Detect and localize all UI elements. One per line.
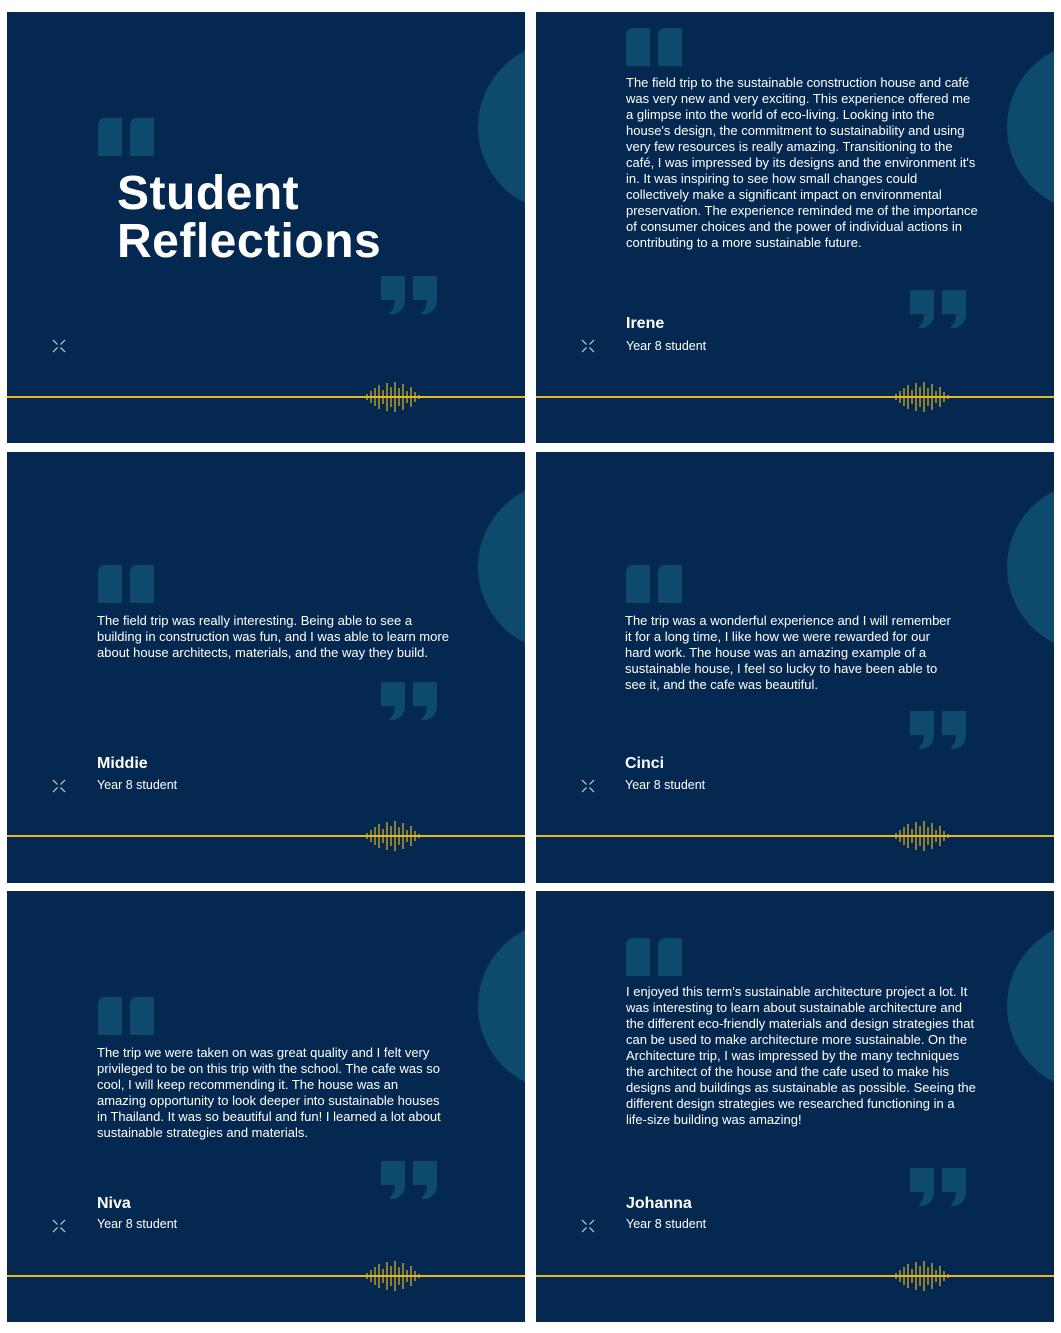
- student-name: Middie: [97, 755, 148, 772]
- close-quote-icon: [910, 290, 968, 328]
- close-quote-icon: [381, 1161, 439, 1199]
- close-icon[interactable]: [52, 339, 66, 353]
- open-quote-icon: [98, 997, 156, 1035]
- student-role: Year 8 student: [626, 1217, 707, 1231]
- soundwave-icon: [365, 382, 421, 412]
- reflection-slide: [7, 891, 525, 1322]
- page-title: Student Reflections: [117, 167, 382, 268]
- soundwave-icon: [365, 821, 421, 851]
- decorative-half-circle: [478, 42, 525, 212]
- decorative-half-circle: [1007, 482, 1054, 652]
- divider-line: [7, 1275, 525, 1277]
- reflection-slide: [7, 452, 525, 883]
- student-role: Year 8 student: [97, 778, 178, 792]
- open-quote-icon: [98, 118, 156, 156]
- student-role: Year 8 student: [625, 778, 706, 792]
- close-quote-icon: [910, 711, 968, 749]
- open-quote-icon: [626, 938, 684, 976]
- close-quote-icon: [381, 682, 439, 720]
- cover-slide: [7, 12, 525, 443]
- reflection-text: The field trip to the sustainable construction house and café was very new and very exciting. This experience offered me a glimpse into the world of eco-living. Looking into the house's design, the commitment to sustainability and using very few resources is really amazing. Transitioning to the café, I was impressed by its designs and the environment it's in. It was inspiring to see how small changes could collectively make a significant impact on environmental preservation. The experience reminded me of the importance of consumer choices and the power of individual actions in contributing to a more sustainable future.: [626, 75, 978, 250]
- soundwave-icon: [894, 821, 950, 851]
- close-icon[interactable]: [581, 779, 595, 793]
- decorative-half-circle: [478, 482, 525, 652]
- reflection-slide: [536, 891, 1054, 1322]
- reflection-text: The field trip was really interesting. Being able to see a building in construction was fun, and I was able to learn more about house architects, materials, and the way they build.: [97, 613, 449, 660]
- decorative-half-circle: [1007, 42, 1054, 212]
- student-name: Johanna: [626, 1195, 692, 1212]
- student-name: Cinci: [625, 755, 665, 772]
- reflection-text: The trip we were taken on was great quality and I felt very privileged to be on this trip with the school. The cafe was so cool, I will keep recommending it. The house was an amazing opportunity to look deeper into sustainable houses in Thailand. It was so beautiful and fun! I learned a lot about sustainable strategies and materials.: [97, 1045, 441, 1140]
- soundwave-icon: [894, 382, 950, 412]
- soundwave-icon: [365, 1261, 421, 1291]
- open-quote-icon: [626, 28, 684, 66]
- student-name: Irene: [626, 315, 665, 332]
- reflection-slide: [536, 452, 1054, 883]
- close-quote-icon: [910, 1168, 968, 1206]
- close-icon[interactable]: [581, 339, 595, 353]
- open-quote-icon: [98, 565, 156, 603]
- student-name: Niva: [97, 1195, 131, 1212]
- student-role: Year 8 student: [97, 1217, 178, 1231]
- close-icon[interactable]: [52, 779, 66, 793]
- close-quote-icon: [381, 276, 439, 314]
- reflection-text: I enjoyed this term's sustainable architecture project a lot. It was interesting to learn about sustainable architecture and the different eco-friendly materials and design strategies that can be used to make architecture more sustainable. On the Architecture trip, I was impressed by the many techniques the architect of the house and the cafe used to make his designs and buildings as sustainable as possible. Seeing the different design strategies we researched functioning in a life-size building was amazing!: [626, 984, 976, 1127]
- divider-line: [536, 396, 1054, 398]
- close-icon[interactable]: [581, 1219, 595, 1233]
- open-quote-icon: [626, 565, 684, 603]
- close-icon[interactable]: [52, 1219, 66, 1233]
- divider-line: [536, 1275, 1054, 1277]
- divider-line: [7, 396, 525, 398]
- reflection-slide: [536, 12, 1054, 443]
- divider-line: [7, 835, 525, 837]
- student-role: Year 8 student: [626, 339, 707, 353]
- divider-line: [536, 835, 1054, 837]
- reflection-text: The trip was a wonderful experience and I will remember it for a long time, I like how we were rewarded for our hard work. The house was an amazing example of a sustainable house, I feel so lucky to have been able to see it, and the cafe was beautiful.: [625, 613, 951, 692]
- decorative-half-circle: [1007, 921, 1054, 1091]
- soundwave-icon: [894, 1261, 950, 1291]
- decorative-half-circle: [478, 921, 525, 1091]
